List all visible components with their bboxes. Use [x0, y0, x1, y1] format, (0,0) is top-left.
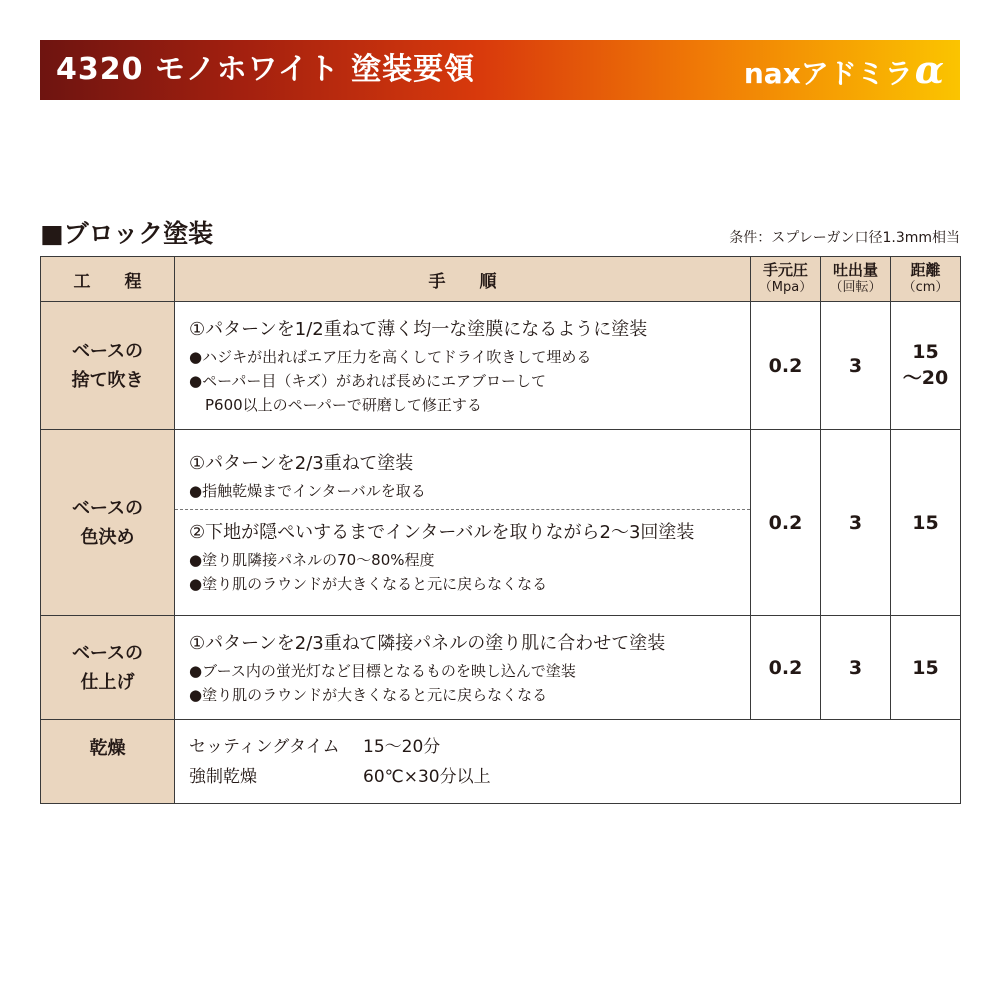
brand-name: naxアドミラ: [743, 57, 913, 90]
drying-procedure: [175, 720, 961, 804]
procedure-divider: ②下地が隠ぺいするまでインターバルを取りながら2〜3回塗装 ●塗り肌隣接パネルの70〜80%程度 ●塗り肌のラウンドが大きくなると元に戻らなくなる: [175, 509, 750, 596]
forced-drying-value: 60℃×30分以上: [363, 767, 491, 787]
row-distance: 15: [891, 616, 961, 720]
row-label: ベースの 仕上げ: [41, 616, 175, 720]
row-pressure: 0.2: [751, 616, 821, 720]
table-row: [41, 430, 961, 616]
row-procedure: ①パターンを2/3重ねて塗装 ●指触乾燥までインターバルを取る ②下地が隠ぺいするまでインターバルを取りながら2〜3回塗装 ●塗り肌隣接パネルの70〜80%程度 ●塗り肌のラウンドが大きくなると元に戻らなくなる: [175, 430, 751, 616]
title-banner: [40, 40, 960, 100]
page-title: 4320 モノホワイト 塗装要領: [56, 52, 476, 87]
table-row: [41, 616, 961, 720]
row-label: ベースの 捨て吹き: [41, 302, 175, 430]
table-row: [41, 302, 961, 430]
header-process: 工 程: [41, 257, 175, 302]
brand-logo: [744, 40, 944, 100]
section-title: ■ブロック塗装: [40, 219, 214, 248]
row-procedure: ①パターンを1/2重ねて薄く均一な塗膜になるように塗装 ●ハジキが出ればエア圧力を高くしてドライ吹きして埋める ●ペーパー目（キズ）があれば長めにエアブローして P600以上のペーパーで研磨して修正する: [175, 302, 751, 430]
setting-time-label: セッティングタイム: [189, 737, 340, 757]
painting-procedure-table: [40, 256, 961, 804]
header-distance: 距離 （cm）: [891, 257, 961, 302]
row-procedure: ①パターンを2/3重ねて隣接パネルの塗り肌に合わせて塗装 ●ブース内の蛍光灯など目標となるものを映し込んで塗装 ●塗り肌のラウンドが大きくなると元に戻らなくなる: [175, 616, 751, 720]
row-discharge: 3: [821, 302, 891, 430]
table-header-row: [41, 257, 961, 302]
row-pressure: 0.2: [751, 430, 821, 616]
header-discharge: 吐出量 （回転）: [821, 257, 891, 302]
row-label: 乾燥: [41, 720, 175, 804]
row-distance: 15: [891, 430, 961, 616]
row-distance: 15 〜20: [891, 302, 961, 430]
row-pressure: 0.2: [751, 302, 821, 430]
row-label: ベースの 色決め: [41, 430, 175, 616]
table-row-drying: [41, 720, 961, 804]
forced-drying-label: 強制乾燥: [189, 767, 257, 787]
header-procedure: 手 順: [175, 257, 751, 302]
brand-alpha: α: [914, 47, 944, 92]
setting-time-value: 15〜20分: [363, 737, 441, 757]
row-discharge: 3: [821, 616, 891, 720]
header-pressure: 手元圧 （Mpa）: [751, 257, 821, 302]
row-discharge: 3: [821, 430, 891, 616]
spray-condition: 条件：スプレーガン口径1.3mm相当: [729, 230, 960, 246]
